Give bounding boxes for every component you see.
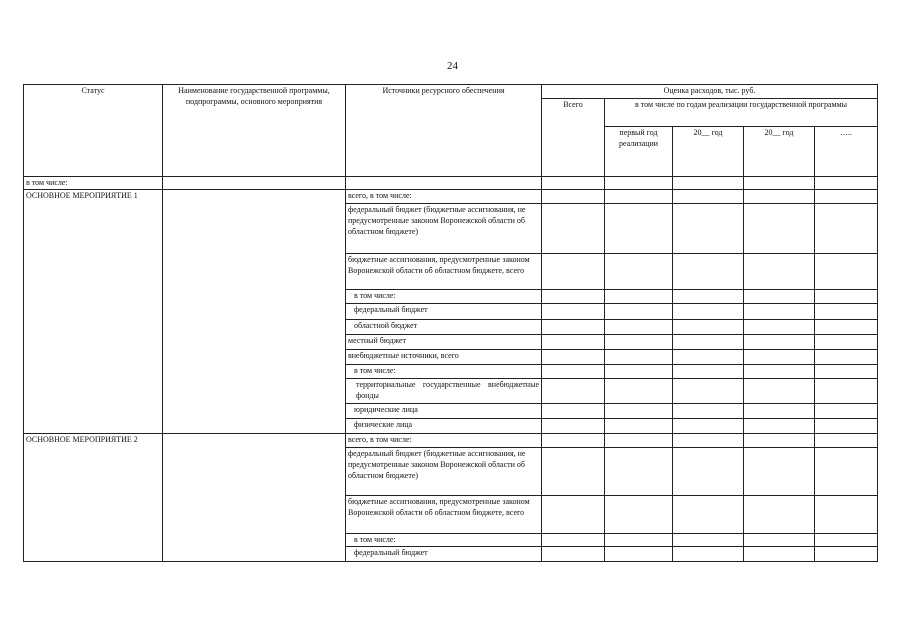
empty-cell [673,350,744,365]
empty-cell [542,320,605,335]
empty-cell [744,379,815,404]
measure-1-name [163,190,346,434]
empty-cell [744,190,815,204]
empty-cell [673,177,744,190]
source-cell: в том числе: [346,290,542,304]
source-cell: федеральный бюджет (бюджетные ассигнования, не предусмотренные законом Воронежской области об областном бюджете) [346,204,542,254]
empty-cell [605,404,673,419]
empty-cell [605,365,673,379]
empty-cell [744,496,815,534]
empty-cell [744,350,815,365]
empty-cell [744,335,815,350]
empty-cell [605,350,673,365]
empty-cell [673,254,744,290]
empty-cell [605,190,673,204]
source-cell: территориальные государственные внебюджетные фонды [346,379,542,404]
empty-cell [815,547,878,562]
empty-cell [815,534,878,547]
header-name: Наименование государственной программы, подпрограммы, основного мероприятия [163,85,346,177]
header-status: Статус [24,85,163,177]
header-year-3: 20__ год [744,127,815,177]
empty-cell [605,496,673,534]
empty-cell [815,254,878,290]
empty-cell [744,177,815,190]
empty-cell [744,448,815,496]
empty-cell [542,290,605,304]
empty-cell [815,177,878,190]
empty-cell [815,496,878,534]
empty-cell [673,419,744,434]
empty-cell [673,204,744,254]
empty-cell [673,547,744,562]
empty-cell [542,254,605,290]
empty-cell [815,448,878,496]
empty-cell [815,350,878,365]
source-cell: юридические лица [346,404,542,419]
empty-cell [673,335,744,350]
source-cell: областной бюджет [346,320,542,335]
source-cell: в том числе: [346,534,542,547]
empty-cell [605,254,673,290]
empty-cell [815,320,878,335]
empty-cell [542,379,605,404]
empty-cell [605,379,673,404]
empty-cell [542,534,605,547]
source-cell: всего, в том числе: [346,434,542,448]
measure-2-name [163,434,346,562]
resource-table [23,84,878,562]
empty-cell [673,190,744,204]
empty-cell [605,547,673,562]
empty-cell [542,404,605,419]
header-total: Всего [542,99,605,177]
empty-cell [542,419,605,434]
empty-cell [673,534,744,547]
measure-2-status: ОСНОВНОЕ МЕРОПРИЯТИЕ 2 [24,434,163,562]
empty-cell [673,304,744,320]
empty-cell [673,365,744,379]
source-cell: внебюджетные источники, всего [346,350,542,365]
empty-cell [815,204,878,254]
empty-cell [744,320,815,335]
empty-cell [744,434,815,448]
empty-cell [673,320,744,335]
source-cell: бюджетные ассигнования, предусмотренные законом Воронежской области об областном бюджете, всего [346,496,542,534]
empty-cell [605,335,673,350]
empty-cell [744,547,815,562]
empty-cell [542,177,605,190]
empty-cell [744,204,815,254]
header-year-2: 20__ год [673,127,744,177]
header-year-first: первый год реализации [605,127,673,177]
empty-cell [605,419,673,434]
empty-cell [815,434,878,448]
empty-cell [673,404,744,419]
empty-cell [815,379,878,404]
empty-cell [542,547,605,562]
empty-cell [542,365,605,379]
empty-cell [542,448,605,496]
source-cell: физические лица [346,419,542,434]
empty-cell [605,434,673,448]
empty-cell [744,254,815,290]
empty-cell [673,434,744,448]
empty-cell [673,448,744,496]
header-by-years: в том числе по годам реализации государственной программы [605,99,878,127]
source-cell: бюджетные ассигнования, предусмотренные законом Воронежской области об областном бюджете, всего [346,254,542,290]
empty-cell [605,290,673,304]
source-cell: в том числе: [346,365,542,379]
empty-cell [542,434,605,448]
empty-cell [605,534,673,547]
empty-cell [673,496,744,534]
empty-cell [815,335,878,350]
header-year-more: ….. [815,127,878,177]
empty-cell [542,496,605,534]
empty-cell [744,419,815,434]
empty-cell [673,379,744,404]
empty-cell [744,365,815,379]
empty-cell [744,404,815,419]
header-estimate: Оценка расходов, тыс. руб. [542,85,878,99]
empty-cell [815,304,878,320]
measure-1-status: ОСНОВНОЕ МЕРОПРИЯТИЕ 1 [24,190,163,434]
empty-cell [605,177,673,190]
empty-cell [815,290,878,304]
intro-row-label: в том числе: [24,177,163,190]
empty-cell [815,190,878,204]
empty-cell [163,177,346,190]
empty-cell [815,419,878,434]
empty-cell [815,365,878,379]
source-cell: федеральный бюджет [346,547,542,562]
empty-cell [744,290,815,304]
empty-cell [815,404,878,419]
empty-cell [605,320,673,335]
empty-cell [542,335,605,350]
empty-cell [346,177,542,190]
header-sources: Источники ресурсного обеспечения [346,85,542,177]
source-cell: всего, в том числе: [346,190,542,204]
source-cell: федеральный бюджет (бюджетные ассигнования, не предусмотренные законом Воронежской области об областном бюджете) [346,448,542,496]
empty-cell [542,190,605,204]
source-cell: федеральный бюджет [346,304,542,320]
empty-cell [542,204,605,254]
source-cell: местный бюджет [346,335,542,350]
empty-cell [605,448,673,496]
empty-cell [605,204,673,254]
empty-cell [542,350,605,365]
empty-cell [744,534,815,547]
empty-cell [605,304,673,320]
empty-cell [673,290,744,304]
empty-cell [744,304,815,320]
page-number: 24 [447,60,458,72]
empty-cell [542,304,605,320]
